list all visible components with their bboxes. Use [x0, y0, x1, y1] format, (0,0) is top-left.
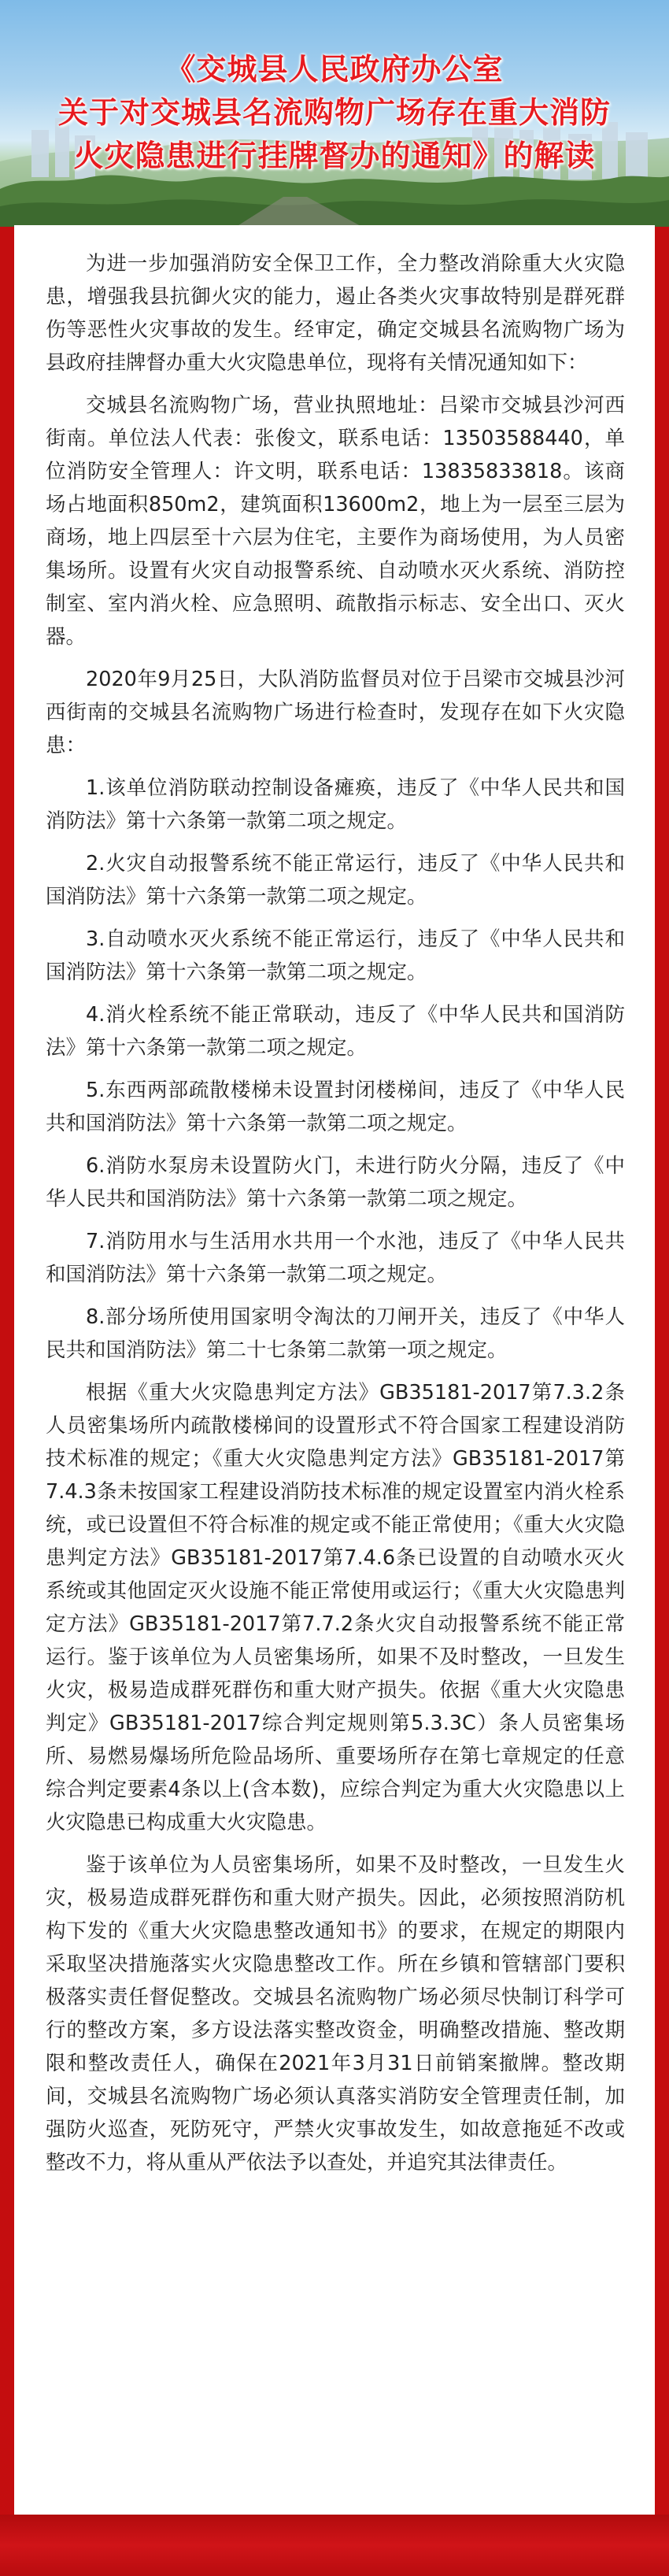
- title-line-2: 关于对交城县名流购物广场存在重大消防: [57, 94, 611, 130]
- paragraph-unit-info: 交城县名流购物广场，营业执照地址：吕梁市交城县沙河西街南。单位法人代表：张俊文，联系电话：13503588440，单位消防安全管理人：许文明，联系电话：13835833818。该商场占地面积850m2，建筑面积13600m2，地上为一层至三层为商场，地上四层至十六层为住宅，主要作为商场使用，为人员密集场所。设置有火灾自动报警系统、自动喷水灭火系统、消防控制室、室内消火栓、应急照明、疏散指示标志、安全出口、灭火器。: [46, 394, 625, 649]
- footer-band: [0, 2515, 669, 2576]
- title-line-3: 火灾隐患进行挂牌督办的通知》的解读: [73, 138, 596, 173]
- hazard-item-2: 2.火灾自动报警系统不能正常运行，违反了《中华人民共和国消防法》第十六条第一款第二项之规定。: [46, 852, 625, 909]
- paragraph-inspection: 2020年9月25日，大队消防监督员对位于吕梁市交城县沙河西街南的交城县名流购物广场进行检查时，发现存在如下火灾隐患：: [46, 668, 625, 757]
- document-body: [14, 225, 655, 2515]
- hazard-item-6: 6.消防水泵房未设置防火门，未进行防火分隔，违反了《中华人民共和国消防法》第十六条第一款第二项之规定。: [46, 1154, 625, 1211]
- hazard-item-3: 3.自动喷水灭火系统不能正常运行，违反了《中华人民共和国消防法》第十六条第一款第二项之规定。: [46, 927, 625, 984]
- hazard-item-1: 1.该单位消防联动控制设备瘫痪，违反了《中华人民共和国消防法》第十六条第一款第二项之规定。: [46, 776, 625, 833]
- hazard-item-4: 4.消火栓系统不能正常联动，违反了《中华人民共和国消防法》第十六条第一款第二项之规定。: [46, 1003, 625, 1060]
- hazard-item-7: 7.消防用水与生活用水共用一个水池，违反了《中华人民共和国消防法》第十六条第一款第二项之规定。: [46, 1230, 625, 1286]
- hazard-item-5: 5.东西两部疏散楼梯未设置封闭楼梯间，违反了《中华人民共和国消防法》第十六条第一款第二项之规定。: [46, 1079, 625, 1135]
- paragraph-intro: 为进一步加强消防安全保卫工作，全力整改消除重大火灾隐患，增强我县抗御火灾的能力，遏止各类火灾事故特别是群死群 伤等恶性火灾事故的发生。经审定，确定交城县名流购物广场为县政府挂牌督办重大火灾隐患单位，现将有关情况通知如下：: [46, 252, 625, 375]
- header-banner: [0, 0, 669, 227]
- paragraph-judgment-basis: 根据《重大火灾隐患判定方法》GB35181-2017第7.3.2条人员密集场所内疏散楼梯间的设置形式不符合国家工程建设消防技术标准的规定；《重大火灾隐患判定方法》GB35181-2017第7.4.3条未按国家工程建设消防技术标准的规定设置室内消火栓系统，或已设置但不符合标准的规定或不能正常使用；《重大火灾隐患判定方法》GB35181-2017第7.4.6条已设置的自动喷水灭火系统或其他固定灭火设施不能正常使用或运行；《重大火灾隐患判定方法》GB35181-2017第7.7.2条火灾自动报警系统不能正常运行。鉴于该单位为人员密集场所，如果不及时整改，一旦发生火灾，极易造成群死群伤和重大财产损失。依据《重大火灾隐患判定》GB35181-2017综合判定规则第5.3.3C）条人员密集场所、易燃易爆场所危险品场所、重要场所存在第七章规定的任意综合判定要素4条以上(含本数)，应综合判定为重大火灾隐患以上火灾隐患已构成重大火灾隐患。: [46, 1381, 625, 1834]
- hazard-item-8: 8.部分场所使用国家明令淘汰的刀闸开关，违反了《中华人民共和国消防法》第二十七条第二款第一项之规定。: [46, 1305, 625, 1362]
- title-line-1: 《交城县人民政府办公室: [165, 51, 504, 87]
- document-title: [24, 47, 645, 177]
- paragraph-rectification: 鉴于该单位为人员密集场所，如果不及时整改，一旦发生火灾，极易造成群死群伤和重大财产损失。因此，必须按照消防机构下发的《重大火灾隐患整改通知书》的要求，在规定的期限内采取坚决措施落实火灾隐患整改工作。所在乡镇和管辖部门要积极落实责任督促整改。交城县名流购物广场必须尽快制订科学可行的整改方案，多方设法落实整改资金，明确整改措施、整改期限和整改责任人，确保在2021年3月31日前销案撤牌。整改期间，交城县名流购物广场必须认真落实消防安全管理责任制，加强防火巡查，死防死守，严禁火灾事故发生，如故意拖延不改或整改不力，将从重从严依法予以查处，并追究其法律责任。: [46, 1853, 625, 2174]
